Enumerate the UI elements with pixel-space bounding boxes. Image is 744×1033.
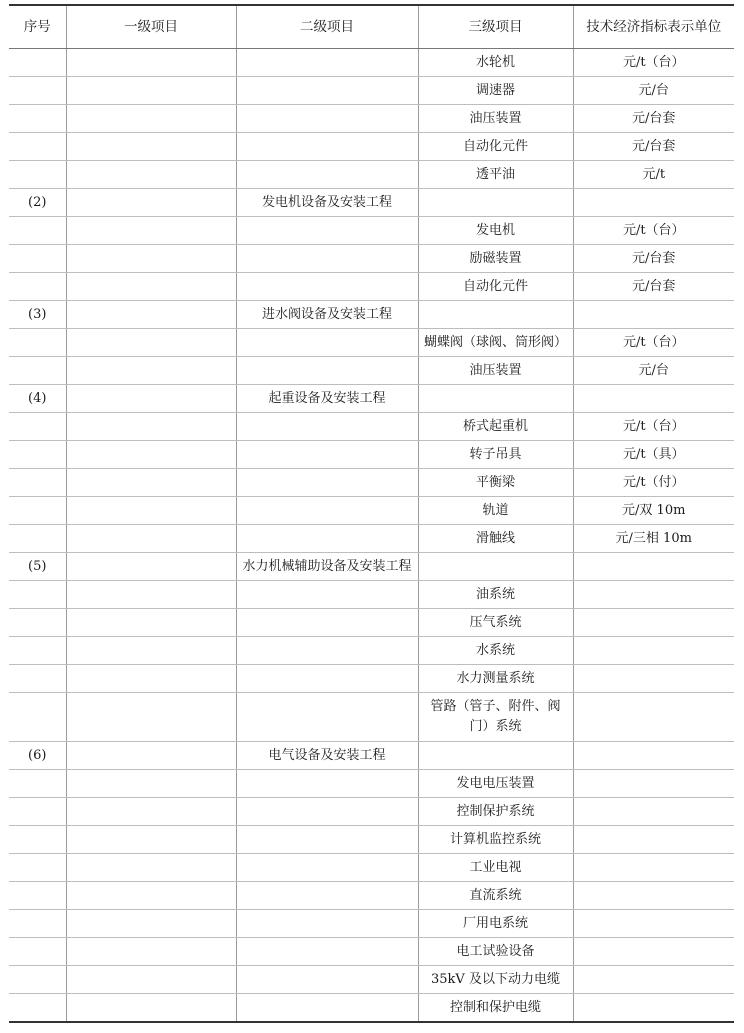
cell-level3: 桥式起重机 (418, 413, 573, 441)
cell-unit: 元/t（台） (573, 49, 734, 77)
cell-level1 (66, 301, 236, 329)
cell-unit (573, 301, 734, 329)
cell-unit (573, 938, 734, 966)
cell-unit (573, 770, 734, 798)
cell-level1 (66, 581, 236, 609)
cell-level1 (66, 553, 236, 581)
table-row (9, 273, 734, 301)
cell-level2 (236, 217, 418, 245)
cell-serial (9, 854, 66, 882)
cell-level3: 油系统 (418, 581, 573, 609)
cell-serial: (2) (9, 189, 66, 217)
table-row (9, 742, 734, 770)
table-row (9, 665, 734, 693)
cell-level3: 控制和保护电缆 (418, 994, 573, 1023)
cell-serial: (4) (9, 385, 66, 413)
cell-level2 (236, 910, 418, 938)
cell-level2 (236, 609, 418, 637)
table-row (9, 217, 734, 245)
cell-level1 (66, 826, 236, 854)
cell-serial (9, 665, 66, 693)
cell-serial (9, 609, 66, 637)
cell-level2 (236, 49, 418, 77)
cell-level3: 自动化元件 (418, 273, 573, 301)
cell-level3: 厂用电系统 (418, 910, 573, 938)
cell-level2 (236, 273, 418, 301)
cell-unit: 元/台 (573, 357, 734, 385)
header-unit: 技术经济指标表示单位 (573, 5, 734, 49)
cell-serial (9, 469, 66, 497)
cell-level1 (66, 994, 236, 1023)
cell-level2 (236, 525, 418, 553)
table-row (9, 910, 734, 938)
cell-unit (573, 910, 734, 938)
cell-level3: 发电机 (418, 217, 573, 245)
header-level2: 二级项目 (236, 5, 418, 49)
cell-level3: 电工试验设备 (418, 938, 573, 966)
cell-serial (9, 882, 66, 910)
cell-level2: 发电机设备及安装工程 (236, 189, 418, 217)
cell-level2 (236, 469, 418, 497)
cell-level2 (236, 854, 418, 882)
table-row (9, 525, 734, 553)
cell-level3 (418, 301, 573, 329)
cell-level3: 滑触线 (418, 525, 573, 553)
cell-level2 (236, 826, 418, 854)
cell-level1 (66, 413, 236, 441)
cell-level3: 发电电压装置 (418, 770, 573, 798)
cell-level1 (66, 938, 236, 966)
cell-level1 (66, 665, 236, 693)
cell-unit: 元/台套 (573, 273, 734, 301)
cell-level1 (66, 133, 236, 161)
cell-serial: (5) (9, 553, 66, 581)
cell-level1 (66, 441, 236, 469)
cell-level1 (66, 217, 236, 245)
cell-level3 (418, 385, 573, 413)
table-row (9, 798, 734, 826)
cell-level3: 转子吊具 (418, 441, 573, 469)
cell-level2 (236, 161, 418, 189)
table-row (9, 105, 734, 133)
cell-unit (573, 742, 734, 770)
cell-level3: 水力测量系统 (418, 665, 573, 693)
table-row (9, 693, 734, 742)
cell-unit (573, 693, 734, 742)
cell-serial (9, 994, 66, 1023)
cell-level2 (236, 637, 418, 665)
cell-unit: 元/t（台） (573, 413, 734, 441)
cell-level2 (236, 665, 418, 693)
cell-unit (573, 609, 734, 637)
cell-unit (573, 826, 734, 854)
table-body (9, 49, 734, 1023)
cell-serial (9, 525, 66, 553)
cell-level1 (66, 49, 236, 77)
cell-level1 (66, 742, 236, 770)
cell-level2 (236, 441, 418, 469)
cell-level1 (66, 189, 236, 217)
table-row (9, 637, 734, 665)
cell-level1 (66, 357, 236, 385)
header-serial: 序号 (9, 5, 66, 49)
table-row (9, 301, 734, 329)
cell-level2: 水力机械辅助设备及安装工程 (236, 553, 418, 581)
cell-unit (573, 637, 734, 665)
cell-level3: 35kV 及以下动力电缆 (418, 966, 573, 994)
cell-level1 (66, 637, 236, 665)
cell-unit (573, 798, 734, 826)
cell-serial (9, 770, 66, 798)
cell-unit (573, 994, 734, 1023)
cell-level1 (66, 693, 236, 742)
cell-unit: 元/t（台） (573, 217, 734, 245)
cell-serial (9, 966, 66, 994)
cell-unit: 元/台套 (573, 105, 734, 133)
cell-level1 (66, 161, 236, 189)
cell-level3: 透平油 (418, 161, 573, 189)
cell-level3: 压气系统 (418, 609, 573, 637)
table-row (9, 133, 734, 161)
cell-serial (9, 413, 66, 441)
cell-level3: 轨道 (418, 497, 573, 525)
cell-unit (573, 966, 734, 994)
cell-serial (9, 245, 66, 273)
cell-serial (9, 798, 66, 826)
cell-unit (573, 189, 734, 217)
cell-level3: 管路（管子、附件、阀门）系统 (418, 693, 573, 742)
cell-serial: (6) (9, 742, 66, 770)
cell-level1 (66, 882, 236, 910)
table-row (9, 77, 734, 105)
table-row (9, 161, 734, 189)
table-row (9, 966, 734, 994)
cell-unit: 元/t (573, 161, 734, 189)
cell-serial (9, 910, 66, 938)
cell-serial: (3) (9, 301, 66, 329)
cell-level3: 自动化元件 (418, 133, 573, 161)
cell-unit (573, 854, 734, 882)
cell-level1 (66, 77, 236, 105)
cell-level1 (66, 497, 236, 525)
cell-serial (9, 938, 66, 966)
header-level3: 三级项目 (418, 5, 573, 49)
cell-level3: 平衡梁 (418, 469, 573, 497)
cell-unit: 元/t（付） (573, 469, 734, 497)
table-row (9, 994, 734, 1023)
cell-level2 (236, 994, 418, 1023)
cell-serial (9, 49, 66, 77)
cell-serial (9, 133, 66, 161)
cell-level2 (236, 798, 418, 826)
cell-level2 (236, 329, 418, 357)
cell-unit (573, 882, 734, 910)
table-row (9, 854, 734, 882)
cell-unit (573, 385, 734, 413)
cell-level1 (66, 854, 236, 882)
table-row (9, 385, 734, 413)
table-row (9, 441, 734, 469)
cell-level2 (236, 413, 418, 441)
cell-serial (9, 273, 66, 301)
cell-level2 (236, 770, 418, 798)
cell-level2 (236, 133, 418, 161)
cell-serial (9, 161, 66, 189)
cell-level3: 水轮机 (418, 49, 573, 77)
cell-level1 (66, 525, 236, 553)
cell-unit: 元/双 10m (573, 497, 734, 525)
cell-serial (9, 581, 66, 609)
cell-unit (573, 553, 734, 581)
cell-level3 (418, 742, 573, 770)
cell-unit: 元/台套 (573, 245, 734, 273)
cell-level3 (418, 189, 573, 217)
cell-level2 (236, 581, 418, 609)
cell-level1 (66, 910, 236, 938)
cell-level3: 水系统 (418, 637, 573, 665)
table-row (9, 497, 734, 525)
cell-serial (9, 497, 66, 525)
cell-level1 (66, 798, 236, 826)
table-row (9, 329, 734, 357)
cell-level2 (236, 966, 418, 994)
table-row (9, 609, 734, 637)
cell-unit (573, 581, 734, 609)
table-row (9, 553, 734, 581)
cell-level2 (236, 77, 418, 105)
cell-level2 (236, 938, 418, 966)
cell-level1 (66, 105, 236, 133)
cell-level2 (236, 245, 418, 273)
cell-level2: 起重设备及安装工程 (236, 385, 418, 413)
cell-level2 (236, 105, 418, 133)
cell-level1 (66, 770, 236, 798)
cell-serial (9, 826, 66, 854)
cell-level3: 励磁装置 (418, 245, 573, 273)
cell-level3: 蝴蝶阀（球阀、筒形阀） (418, 329, 573, 357)
cell-level3 (418, 553, 573, 581)
cell-level1 (66, 469, 236, 497)
cell-level3: 工业电视 (418, 854, 573, 882)
cell-level3: 计算机监控系统 (418, 826, 573, 854)
cell-unit: 元/三相 10m (573, 525, 734, 553)
cell-level1 (66, 245, 236, 273)
cell-level1 (66, 273, 236, 301)
cell-level3: 直流系统 (418, 882, 573, 910)
cell-unit: 元/台套 (573, 133, 734, 161)
cell-serial (9, 693, 66, 742)
cell-level2: 进水阀设备及安装工程 (236, 301, 418, 329)
cell-unit (573, 665, 734, 693)
cell-serial (9, 105, 66, 133)
cell-level3: 控制保护系统 (418, 798, 573, 826)
cell-level1 (66, 609, 236, 637)
cell-serial (9, 217, 66, 245)
table-row (9, 189, 734, 217)
table-row (9, 245, 734, 273)
cell-unit: 元/t（具） (573, 441, 734, 469)
table-row (9, 469, 734, 497)
cell-serial (9, 357, 66, 385)
table-row (9, 826, 734, 854)
table-container (9, 4, 734, 1023)
cell-serial (9, 77, 66, 105)
header-level1: 一级项目 (66, 5, 236, 49)
cell-level1 (66, 329, 236, 357)
cell-level3: 油压装置 (418, 357, 573, 385)
indicator-table (9, 4, 734, 1023)
cell-unit: 元/台 (573, 77, 734, 105)
cell-level1 (66, 966, 236, 994)
table-row (9, 938, 734, 966)
cell-serial (9, 637, 66, 665)
cell-unit: 元/t（台） (573, 329, 734, 357)
cell-serial (9, 441, 66, 469)
cell-level2 (236, 497, 418, 525)
cell-level3: 油压装置 (418, 105, 573, 133)
table-row (9, 357, 734, 385)
table-row (9, 413, 734, 441)
table-row (9, 882, 734, 910)
cell-level1 (66, 385, 236, 413)
cell-level2 (236, 357, 418, 385)
cell-serial (9, 329, 66, 357)
cell-level3: 调速器 (418, 77, 573, 105)
table-row (9, 49, 734, 77)
header-row (9, 5, 734, 49)
table-row (9, 581, 734, 609)
table-row (9, 770, 734, 798)
cell-level2: 电气设备及安装工程 (236, 742, 418, 770)
cell-level2 (236, 693, 418, 742)
cell-level2 (236, 882, 418, 910)
